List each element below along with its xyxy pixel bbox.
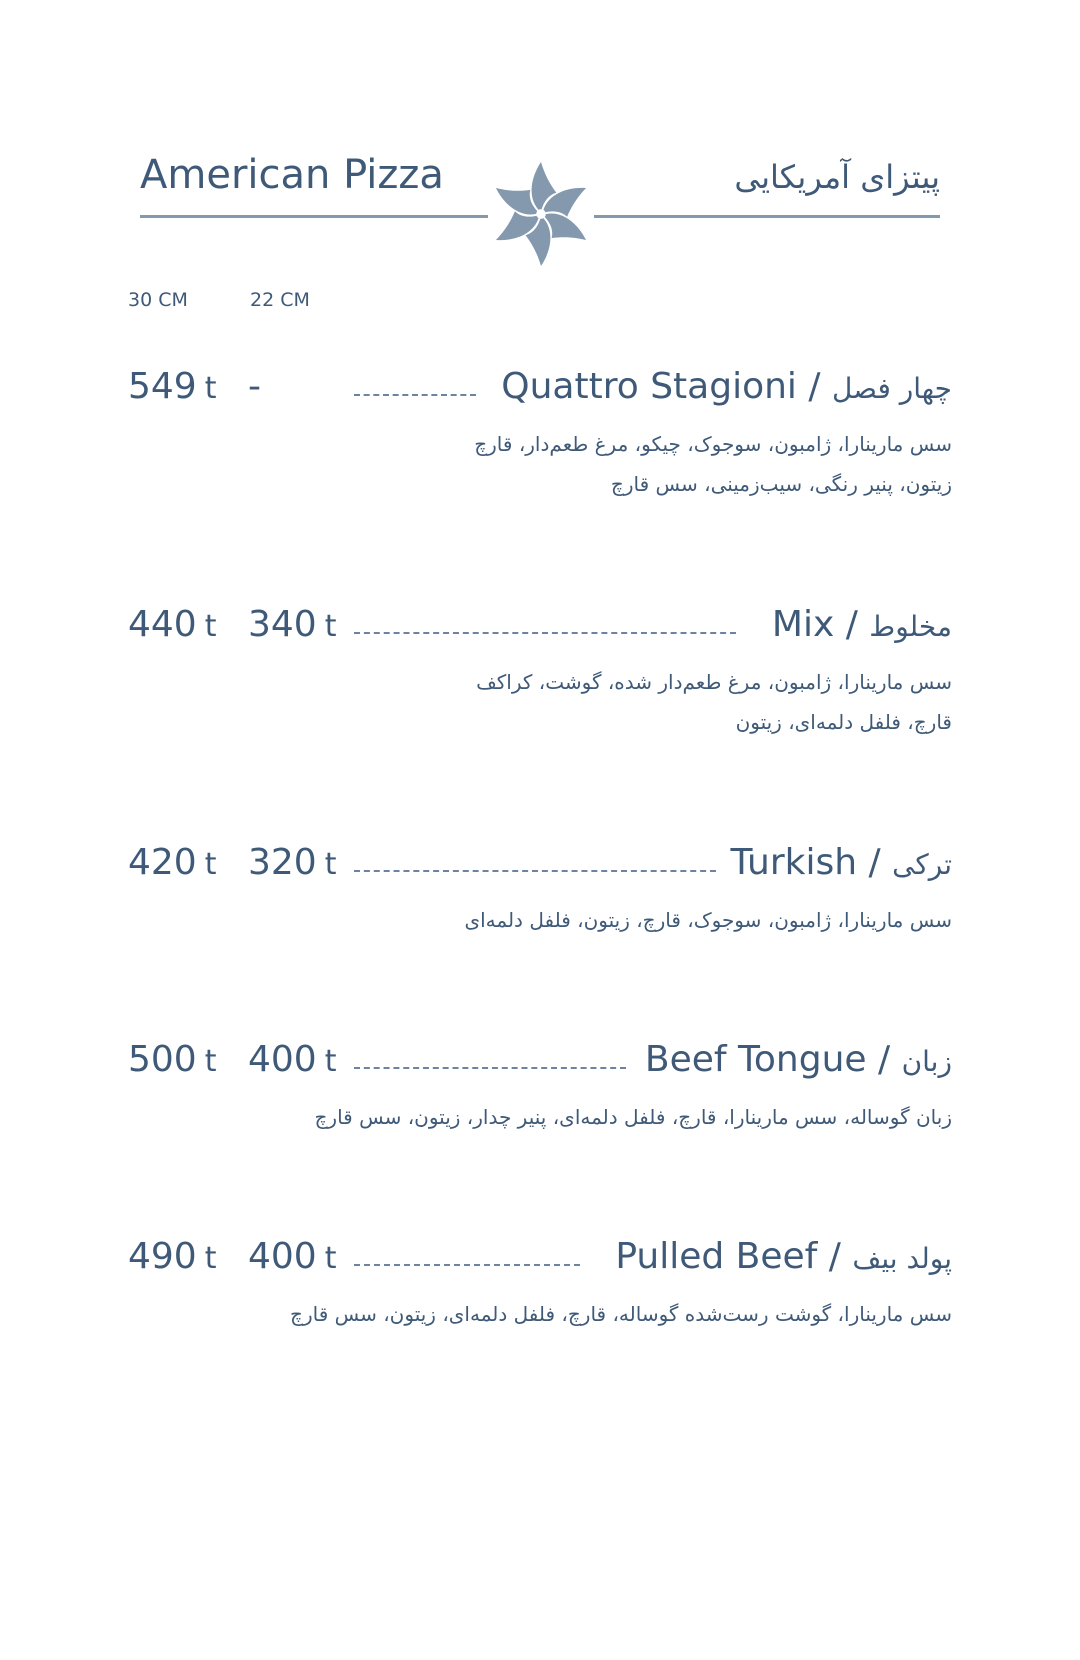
item-name-english: Pulled Beef / (615, 1236, 841, 1277)
dotted-leader (354, 1067, 626, 1069)
page-title-english: American Pizza (140, 152, 444, 198)
price-22cm: 400 t (248, 1039, 337, 1080)
price-30cm: 500 t (128, 1039, 217, 1080)
item-description: سس مارینارا، ژامبون، مرغ طعم‌دار شده، گوشت، کراکف (476, 670, 952, 694)
item-description: سس مارینارا، ژامبون، سوجوک، چیکو، مرغ طعم‌دار، قارچ (474, 432, 952, 456)
item-name (772, 602, 952, 650)
item-name (645, 1037, 952, 1085)
dotted-leader (354, 1264, 580, 1266)
item-name-persian: ترکی (892, 848, 952, 881)
item-description: سس مارینارا، ژامبون، سوجوک، قارچ، زیتون، فلفل دلمه‌ای (464, 908, 952, 932)
item-description: قارچ، فلفل دلمه‌ای، زیتون (735, 710, 952, 734)
dotted-leader (354, 870, 716, 872)
price-30cm: 440 t (128, 604, 217, 645)
item-description: زیتون، پنیر رنگی، سیب‌زمینی، سس قارچ (610, 472, 952, 496)
page-title-persian: پیتزای آمریکایی (734, 158, 940, 196)
item-name (501, 364, 952, 412)
item-name-english: Mix / (771, 604, 858, 645)
item-name (615, 1234, 952, 1282)
item-name-english: Turkish / (730, 842, 881, 883)
item-name-persian: چهار فصل (831, 372, 952, 405)
item-name-english: Beef Tongue / (644, 1039, 891, 1080)
price-22cm: - (248, 366, 261, 407)
price-30cm: 490 t (128, 1236, 217, 1277)
item-name-persian: زبان (901, 1045, 952, 1078)
price-30cm: 420 t (128, 842, 217, 883)
item-description: سس مارینارا، گوشت رست‌شده گوساله، قارچ، فلفل دلمه‌ای، زیتون، سس قارچ (290, 1302, 952, 1326)
item-name-persian: مخلوط (869, 610, 952, 643)
dotted-leader (354, 394, 476, 396)
flower-star-emblem-icon (488, 158, 594, 270)
size-label-22cm: 22 CM (250, 289, 310, 311)
item-name (730, 840, 952, 888)
price-22cm: 400 t (248, 1236, 337, 1277)
price-30cm: 549 t (128, 366, 217, 407)
item-name-english: Quattro Stagioni / (501, 366, 821, 407)
item-description: زبان گوساله، سس مارینارا، قارچ، فلفل دلمه‌ای، پنیر چدار، زیتون، سس قارچ (314, 1105, 952, 1129)
dotted-leader (354, 632, 736, 634)
item-name-persian: پولد بیف (852, 1242, 952, 1275)
price-22cm: 340 t (248, 604, 337, 645)
size-label-30cm: 30 CM (128, 289, 188, 311)
price-22cm: 320 t (248, 842, 337, 883)
